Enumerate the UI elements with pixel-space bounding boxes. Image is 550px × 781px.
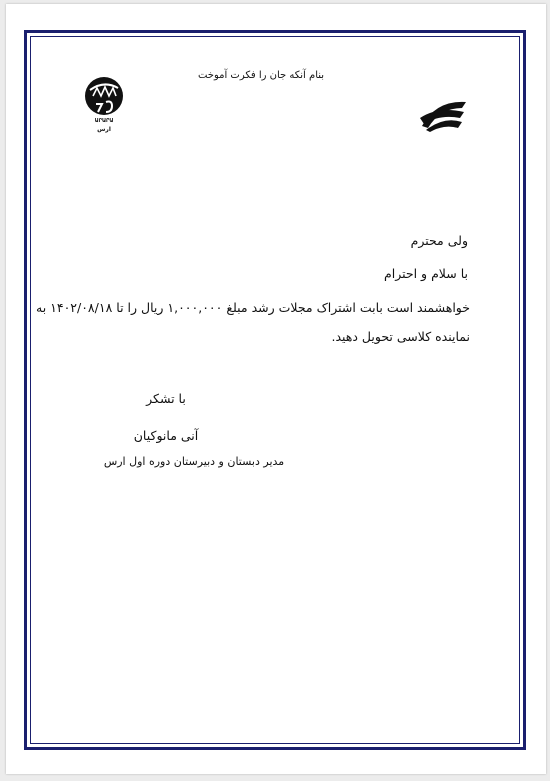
salutation: ولی محترم	[410, 233, 468, 248]
page-border-inner	[30, 36, 520, 744]
emblem-caption-bottom: ارس	[97, 126, 111, 133]
letter-body-line-1: خواهشمند است بابت اشتراک مجلات رشد مبلغ ۱,۰۰۰,۰۰۰ ریال را تا ۱۴۰۲/۰۸/۱۸ به	[36, 300, 470, 315]
closing-thanks: با تشکر	[146, 391, 186, 406]
school-emblem-icon	[82, 74, 128, 136]
header-motto: بنام آنکه جان را فکرت آموخت	[197, 70, 325, 81]
page-border	[24, 30, 526, 750]
signatory-name: آنی مانوکیان	[133, 428, 199, 443]
emblem-caption-top: ԱՐԱՐԱ	[94, 118, 114, 124]
wave-emblem-icon	[416, 96, 470, 134]
signatory-title: مدیر دبستان و دبیرستان دوره اول ارس	[103, 455, 285, 468]
letter-body-line-2: نماینده کلاسی تحویل دهید.	[331, 329, 470, 344]
greeting: با سلام و احترام	[384, 266, 468, 281]
document-page	[6, 4, 546, 774]
